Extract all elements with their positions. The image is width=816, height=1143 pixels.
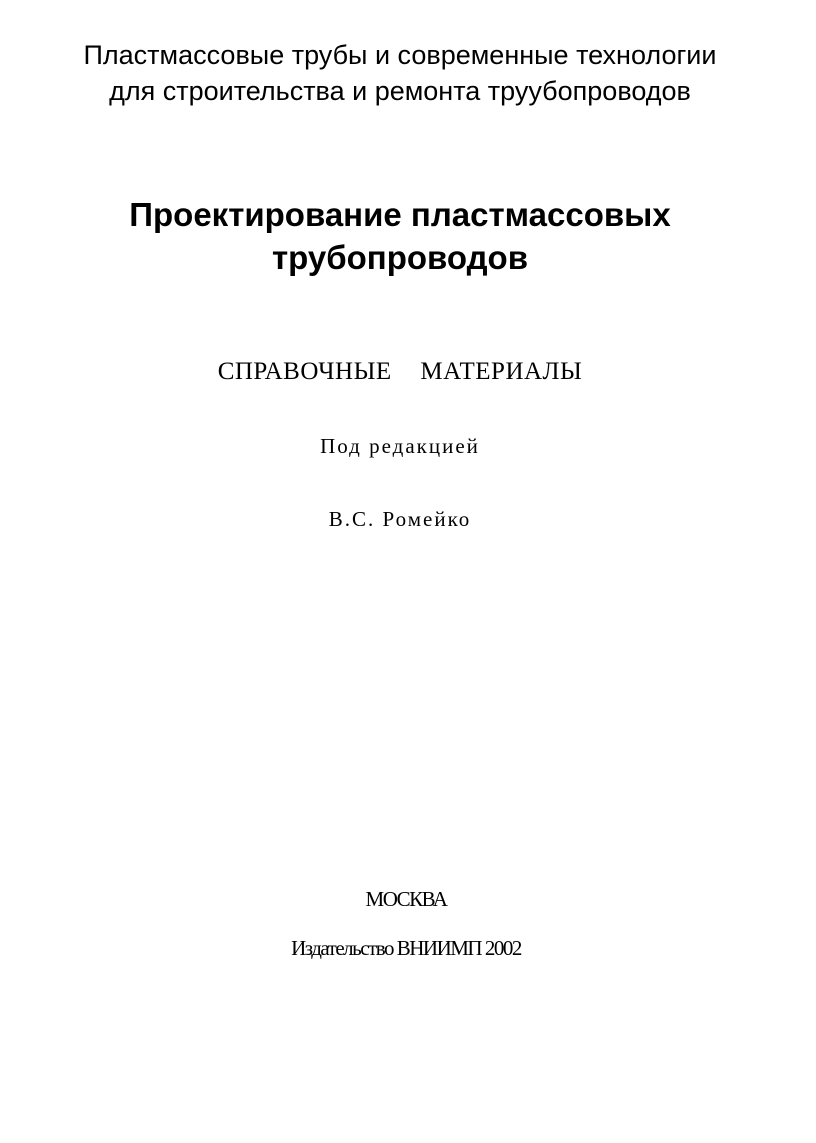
series-title-line-1: Пластмассовые трубы и современные технологии [83, 40, 717, 70]
editor-name: В.С. Ромейко [328, 507, 472, 531]
book-title [0, 193, 800, 279]
publisher-line: Издательство ВНИИМП 2002 [291, 936, 521, 960]
book-title-line-1: Проектирование пластмассовых [129, 196, 671, 233]
editor-label: Под редакцией [320, 434, 480, 458]
publication-city: МОСКВА [365, 887, 447, 911]
book-subtitle: СПРАВОЧНЫЕ МАТЕРИАЛЫ [217, 358, 583, 385]
series-title [0, 37, 800, 109]
book-title-line-2: трубопроводов [272, 239, 528, 276]
series-title-line-2: для строительства и ремонта труубопроводов [109, 76, 691, 106]
